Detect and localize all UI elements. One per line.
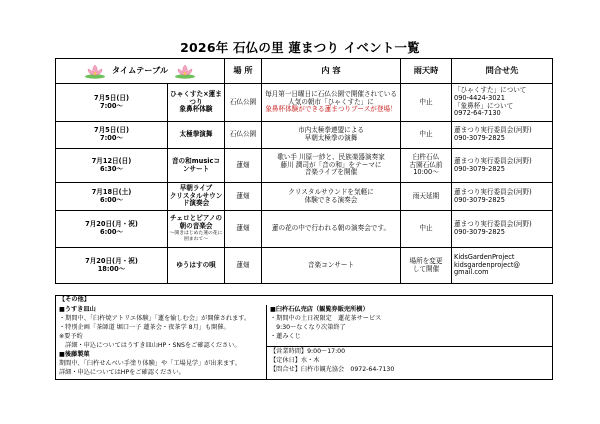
event-contact: 090-3079-2825 [454,134,505,142]
event-name-cell [168,149,225,183]
event-time: 7:00～ [100,134,123,142]
table-row [56,149,553,183]
event-contact-cell [452,248,553,284]
other-line: 詳細・申込についてはHPをご確認ください。 [59,368,185,376]
event-date: 7月18日(土) [91,187,132,196]
event-date-cell [56,248,168,284]
event-place: 石仏公園 [225,122,262,149]
event-name: 音の和musicコンサート [171,156,221,173]
event-date-cell [56,122,168,149]
event-content: 歌い手 川原一紗と、民族楽器演奏家 [277,152,385,161]
other-line: 【定休日】水・木 [270,357,320,365]
lotus-icon [84,63,106,79]
other-right-top [267,305,553,347]
event-content: クリスタルサウンドを気軽に [288,187,374,196]
header-timetable [56,59,225,84]
event-contact: 090-4424-3021 [454,93,505,102]
event-date-cell [56,211,168,248]
event-time: 7:00～ [100,101,123,110]
page-title: 2026年 石仏の里 蓮まつり イベント一覧 [180,40,420,55]
event-name-sub: ～開きはじめた蓮の花に囲まれて～ [169,231,223,242]
event-rain-cell [401,211,452,248]
event-content: 人気の朝市「ひゃくすた」に [288,97,374,106]
header-content: 内 容 [262,59,401,84]
table-row [56,211,553,248]
event-contact: 蓮まつり実行委員会(河野) [454,126,532,135]
event-date: 7月20日(月・祝) [85,220,138,229]
event-contact: 090-3079-2825 [454,195,505,204]
event-name: チェロとピアノの [169,214,223,223]
event-rain: 臼杵石仏 [412,152,440,161]
header-place: 場 所 [225,59,262,84]
event-content-cell [262,211,401,248]
event-place: 蓮畑 [225,211,262,248]
event-contact: 090-3079-2825 [454,228,505,236]
event-date: 7月12日(日) [91,156,132,165]
event-contact: 090-3079-2825 [454,164,505,173]
event-content: 藤川 潤司が「音の和」をテーマに [280,160,382,169]
event-name-cell [168,122,225,149]
event-name: ひゃくすた×蓮まつり [170,89,222,106]
header-contact: 問合せ先 [452,59,553,84]
event-contact: kidsgardenproject@ [454,260,520,269]
event-rain: 10:00～ [413,168,439,177]
event-name: クリスタルサウンド演奏会 [169,191,223,208]
event-time: 18:00～ [97,264,126,273]
event-name-cell [168,183,225,211]
event-date-cell [56,149,168,183]
other-section-title: ■うすき皿山 [59,305,96,313]
event-content-cell [262,122,401,149]
other-line: 詳細・申込についてはうすき皿山HP・SNSをご確認ください。 [59,341,241,349]
event-name-cell [168,84,225,122]
event-content: 蓮の花の中で行われる朝の演奏会です。 [271,224,391,233]
event-rain-cell [401,248,452,284]
other-right-bottom [267,347,553,380]
event-name: 早朝ライブ [179,183,213,192]
event-contact: 蓮まつり実行委員会(河野) [454,220,532,229]
event-contact-cell [452,183,553,211]
event-content: 音楽ライブを開催 [304,168,358,177]
event-contact: gmail.com [454,268,489,277]
other-section-title: ■臼杵石仏売店（観覧券販売所横） [270,305,369,313]
lotus-icon [174,63,196,79]
event-date-cell [56,84,168,122]
event-place: 石仏公園 [225,84,262,122]
event-contact-cell [452,211,553,248]
event-place: 蓮畑 [225,149,262,183]
event-table [55,58,553,284]
event-content-cell [262,248,401,284]
event-content-cell [262,183,401,211]
event-contact-cell [452,149,553,183]
event-contact: 蓮まつり実行委員会(河野) [454,187,532,196]
header-timetable-label: タイムテーブル [111,65,169,76]
event-content: 音楽コンサート [307,260,355,269]
event-content-highlight: 象鼻杯体験ができる蓮まつりブースが登場！ [265,105,397,114]
event-rain-cell [401,183,452,211]
other-line: ・期間中、「臼杵焼アトリエ体験」「蓮を愉しむ会」が開催されます。 [59,314,251,322]
event-place: 蓮畑 [225,183,262,211]
event-name: 太極拳演舞 [179,130,213,139]
event-content: 体験できる演奏会 [304,195,358,204]
other-line: 【問合せ】臼杵市観光協会 0972-64-7130 [270,366,395,374]
event-contact: 「象鼻杯」について [454,101,514,110]
other-left-column [56,305,267,379]
event-contact: KidsGardenProject [454,252,515,261]
event-date: 7月5日(日) [94,126,129,135]
event-contact-cell [452,122,553,149]
event-contact: 「ひゃくすた」について [454,85,527,94]
other-line: 期間中、「臼杵せんべい手塗り体験」や「工場見学」が出来ます。 [59,359,241,367]
other-line: ・特別企画「茶師道 堀口一子 蓮茶会・夜茶学 8月」も開催。 [59,323,230,331]
table-row [56,84,553,122]
event-date-cell [56,183,168,211]
header-rain: 雨天時 [401,59,452,84]
event-name: 象鼻杯体験 [179,105,213,114]
event-name-cell [168,248,225,284]
other-line: 【営業時間】9:00～17:00 [270,348,346,356]
event-contact-cell [452,84,553,122]
event-rain: 中止 [419,130,433,139]
event-rain-cell [401,149,452,183]
event-rain: 雨天延期 [412,191,440,200]
table-row [56,248,553,284]
event-rain: 場所を変更 [409,256,443,265]
other-line: ・蓮みくじ [270,332,301,340]
table-row [56,183,553,211]
event-name: 朝の音楽会 [179,222,213,231]
table-row [56,122,553,149]
other-line: 9:30～なくなり次第終了 [270,323,346,331]
other-heading: 【その他】 [56,296,553,305]
event-time: 6:00～ [100,228,123,236]
event-rain: 中止 [419,224,433,233]
event-rain-cell [401,84,452,122]
other-line: ・期間中の土日祝限定 蓮花茶サービス [270,314,382,322]
event-time: 6:30～ [100,164,123,173]
event-rain: 中止 [419,97,433,106]
event-time: 6:00～ [100,195,123,204]
event-rain-cell [401,122,452,149]
table-header-row [56,59,553,84]
event-name: ゆうはすの唄 [176,260,216,269]
event-date: 7月5日(日) [94,93,129,102]
event-name-cell [168,211,225,248]
event-content: 毎月第一日曜日に石仏公園で開催されている [265,89,397,98]
event-content: 市内太極拳連盟による [298,126,364,135]
event-content: 早朝太極拳の演舞 [304,134,358,142]
other-section-title: ■後藤製菓 [59,350,90,358]
other-info-table [55,295,553,380]
event-rain: して開催 [412,264,440,273]
event-contact: 蓮まつり実行委員会(河野) [454,156,532,165]
event-place: 蓮畑 [225,248,262,284]
event-date: 7月20日(月・祝) [85,256,138,265]
event-content-cell [262,84,401,122]
event-rain: 古園石仏前 [409,160,443,169]
event-contact: 0972-64-7130 [454,109,501,118]
event-content-cell [262,149,401,183]
other-line: ※要予約 [59,332,83,340]
